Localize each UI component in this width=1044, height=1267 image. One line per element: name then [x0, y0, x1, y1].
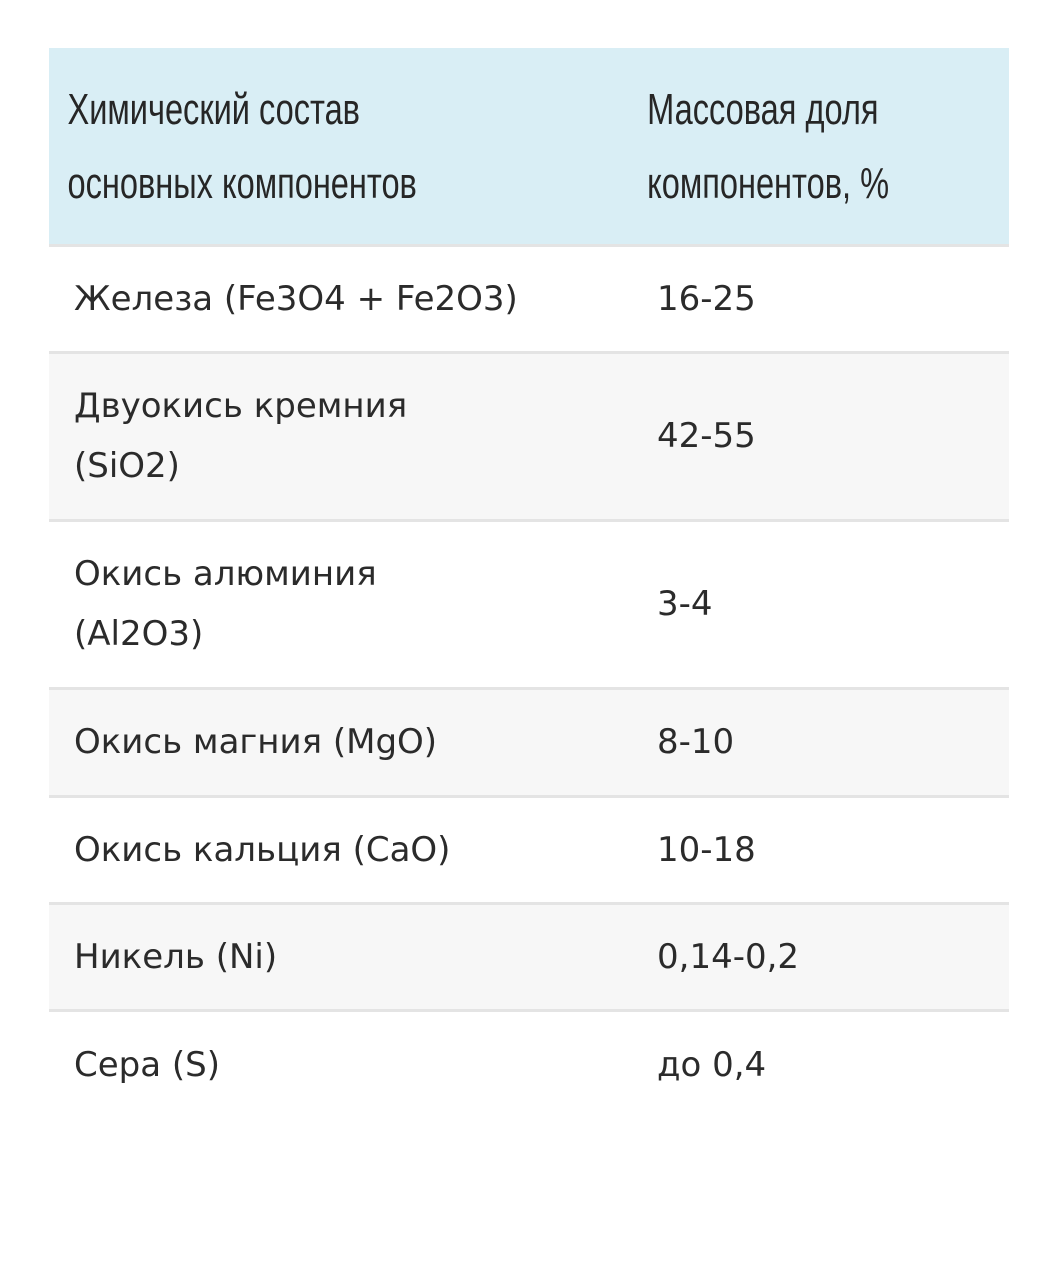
cell-fraction: 3-4 [657, 584, 713, 624]
header-row [49, 48, 1009, 245]
cell-component [49, 1010, 619, 1118]
cell-fraction: до 0,4 [657, 1044, 767, 1085]
table-row [49, 903, 1009, 1010]
table-row [49, 520, 1009, 688]
cell-component [49, 688, 619, 796]
table-row [49, 352, 1009, 520]
cell-fraction: 10-18 [657, 829, 756, 870]
component-name: Железа (Fe3O4 + Fe2O3) [74, 278, 518, 319]
cell-fraction: 16-25 [657, 278, 756, 319]
table-row [49, 1010, 1009, 1118]
component-name-line-1: Окись алюминия [74, 554, 377, 594]
component-name: Окись магния (MgO) [74, 722, 438, 762]
table-row [49, 688, 1009, 796]
header-fraction [619, 48, 908, 245]
table-body [49, 245, 1009, 1118]
table-row [49, 796, 1009, 903]
header-fraction-line-2: компонентов, % [647, 158, 890, 208]
cell-component [49, 520, 619, 688]
cell-component [49, 245, 619, 352]
cell-fraction: 0,14-0,2 [657, 936, 800, 977]
composition-table [49, 48, 1009, 1118]
component-name: Окись кальция (CaO) [74, 829, 451, 870]
cell-fraction: 8-10 [657, 722, 735, 762]
cell-component [49, 903, 619, 1010]
header-fraction-line-1: Массовая доля [647, 84, 879, 134]
cell-fraction: 42-55 [657, 416, 756, 456]
header-component [49, 48, 471, 245]
cell-component [49, 352, 619, 520]
table-row [49, 245, 1009, 352]
header-component-line-1: Химический состав [67, 84, 360, 134]
header-component-line-2: основных компонентов [67, 158, 417, 208]
component-name-line-1: Двуокись кремния [74, 386, 408, 426]
component-name: Сера (S) [74, 1044, 220, 1085]
cell-component [49, 796, 619, 903]
component-name-line-2: (SiO2) [74, 446, 180, 486]
component-name-line-2: (Al2O3) [74, 614, 204, 654]
component-name: Никель (Ni) [74, 936, 278, 977]
table-header [49, 48, 1009, 245]
